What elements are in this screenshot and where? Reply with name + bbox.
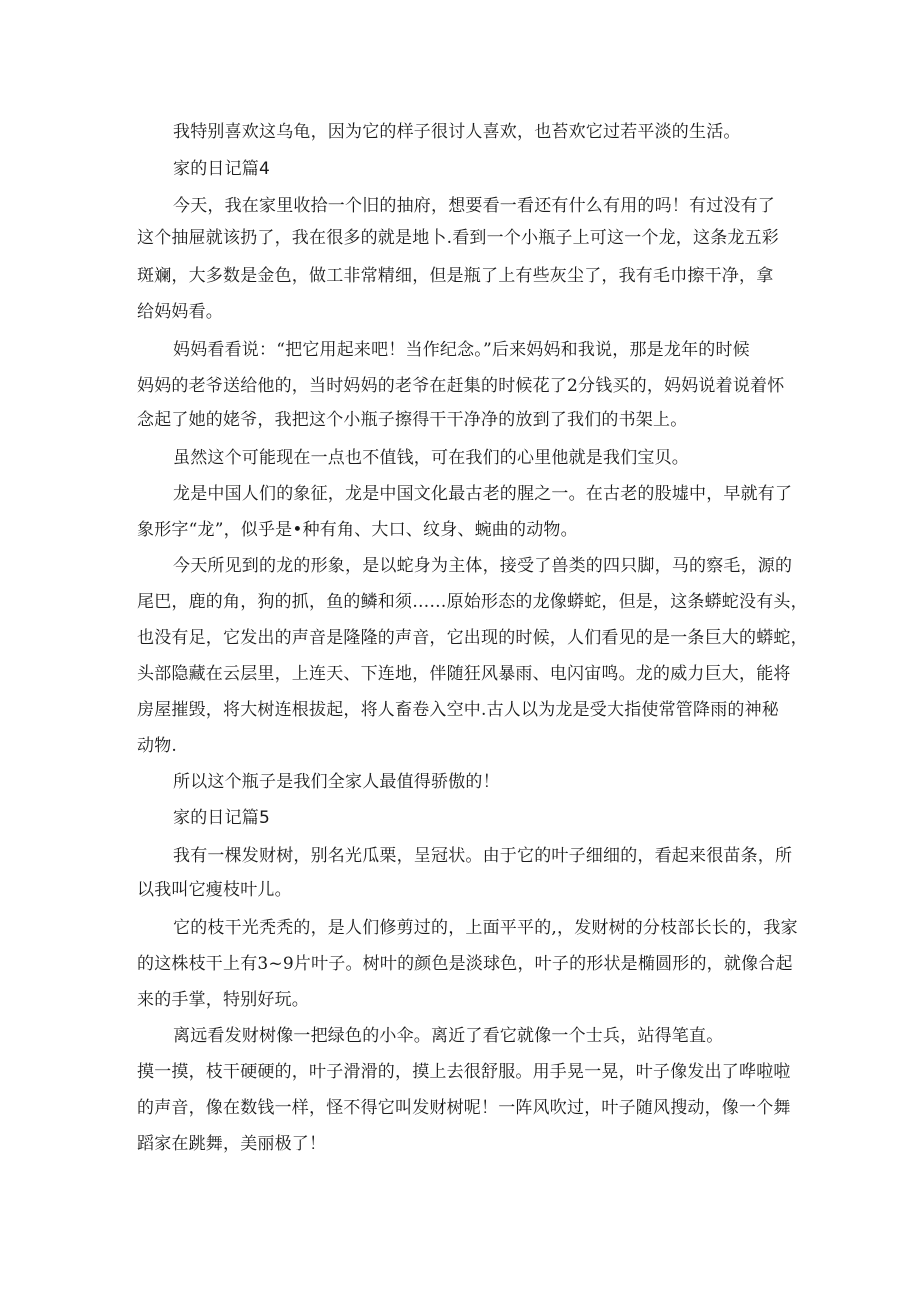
paragraph-line: 的这株枝干上有3~9片叶子。树叶的颜色是淡球色，叶子的形状是椭圆形的，就像合起 xyxy=(137,954,793,974)
paragraph-line: 我有一棵发财树，别名光瓜栗，呈冠状。由于它的叶子细细的，看起来很苗条，所 xyxy=(173,846,793,866)
paragraph-line: 念起了她的姥爷，我把这个小瓶子擦得干干净净的放到了我们的书架上。 xyxy=(137,410,688,430)
paragraph-line: 象形字“龙”，似乎是•种有角、大口、纹身、蜿曲的动物。 xyxy=(137,520,578,540)
paragraph-line: 它的枝干光秃秃的，是人们修剪过的，上面平平的,，发财树的分枝部长长的，我家 xyxy=(173,918,798,938)
paragraph-line: 来的手掌，特别好玩。 xyxy=(137,990,309,1010)
paragraph-line: 斑斓，大多数是金色，做工非常精细，但是瓶了上有些灰尘了，我有毛巾擦干净，拿 xyxy=(137,266,774,286)
paragraph-line: 这个抽屉就该扔了，我在很多的就是地卜.看到一个小瓶子上可这一个龙，这条龙五彩 xyxy=(137,228,780,248)
paragraph-line: 所以这个瓶子是我们全家人最值得骄傲的！ xyxy=(173,772,500,792)
paragraph-line: 蹈家在跳舞，美丽极了！ xyxy=(137,1134,327,1154)
paragraph-line: 龙是中国人们的象征，龙是中国文化最古老的腥之一。在古老的股墟中，早就有了 xyxy=(173,484,793,504)
paragraph-line: 房屋摧毁，将大树连根拔起，将人畜卷入空中.古人以为龙是受大指使常管降雨的神秘 xyxy=(137,700,780,720)
paragraph-line: 以我叫它瘦枝叶儿。 xyxy=(137,880,292,900)
paragraph-line: 动物. xyxy=(137,736,178,756)
paragraph-line: 妈妈看看说：“把它用起来吧！当作纪念。”后来妈妈和我说，那是龙年的时候 xyxy=(173,340,750,360)
section-heading: 家的日记篇4 xyxy=(173,159,271,179)
paragraph-line: 也没有足，它发出的声音是隆隆的声音，它出现的时候，人们看见的是一条巨大的蟒蛇， xyxy=(137,628,808,648)
paragraph-line: 给妈妈看。 xyxy=(137,302,223,322)
paragraph-line: 今天所见到的龙的形象，是以蛇身为主体，接受了兽类的四只脚，马的察毛，源的 xyxy=(173,556,793,576)
paragraph-line: 的声音，像在数钱一样，怪不得它叫发财树呢！一阵风吹过，叶子随风搜动，像一个舞 xyxy=(137,1098,791,1118)
section-heading: 家的日记篇5 xyxy=(173,808,271,828)
paragraph-line: 离远看发财树像一把绿色的小伞。离近了看它就像一个士兵，站得笔直。 xyxy=(173,1026,724,1046)
paragraph-line: 今天，我在家里收拾一个旧的抽府，想要看一看还有什么有用的吗！有过没有了 xyxy=(173,196,775,216)
paragraph-line: 尾巴，鹿的角，狗的抓，鱼的鳞和须……原始形态的龙像蟒蛇，但是，这条蟒蛇没有头， xyxy=(137,592,808,612)
paragraph-line: 我特别喜欢这乌龟，因为它的样子很讨人喜欢，也苔欢它过若平淡的生活。 xyxy=(173,122,741,142)
paragraph-line: 摸一摸，枝干硬硬的，叶子滑滑的，摸上去很舒服。用手晃一晃，叶子像发出了哗啦啦 xyxy=(137,1062,791,1082)
paragraph-line: 虽然这个可能现在一点也不值钱，可在我们的心里他就是我们宝贝。 xyxy=(173,448,689,468)
paragraph-line: 头部隐藏在云层里，上连天、下连地，伴随狂风暴雨、电闪宙鸣。龙的威力巨大，能将 xyxy=(137,664,791,684)
paragraph-line: 妈妈的老爷送给他的，当时妈妈的老爷在赶集的时候花了2分钱买的，妈妈说着说着怀 xyxy=(137,376,785,396)
